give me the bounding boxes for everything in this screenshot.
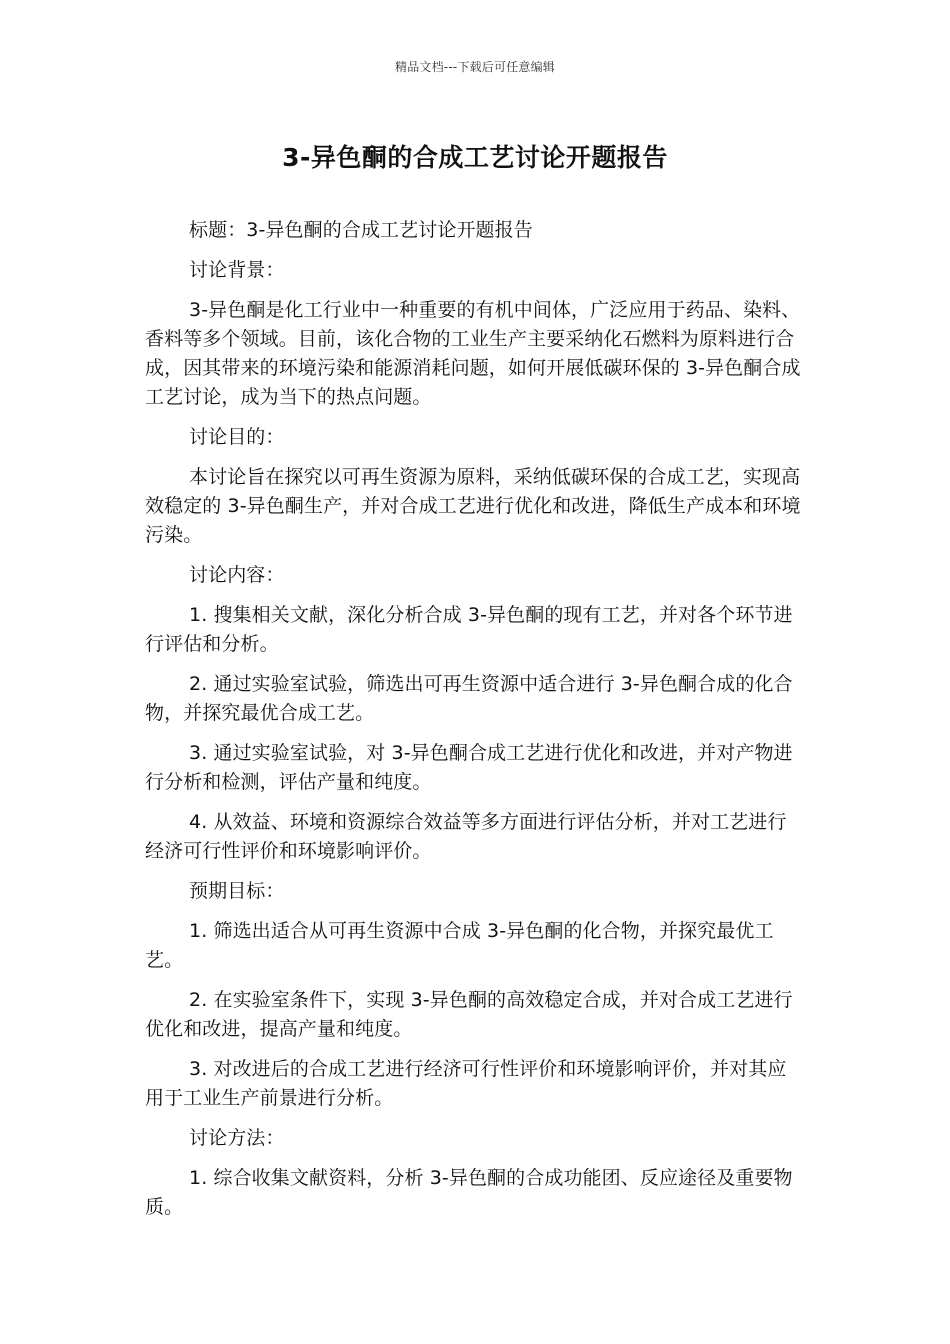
content-item-4: 4. 从效益、环境和资源综合效益等多方面进行评估分析，并对工艺进行经济可行性评价和环境影响评价。	[145, 811, 787, 862]
header-note: 精品文档---下载后可任意编辑	[395, 60, 555, 74]
heading-background: 讨论背景：	[189, 259, 285, 281]
goal-item-2: 2. 在实验室条件下，实现 3-异色酮的高效稳定合成，并对合成工艺进行优化和改进，提高产量和纯度。	[145, 989, 793, 1040]
paragraph-title-line: 标题：3-异色酮的合成工艺讨论开题报告	[189, 219, 533, 241]
heading-goals: 预期目标：	[189, 880, 285, 902]
paragraph-purpose: 本讨论旨在探究以可再生资源为原料，采纳低碳环保的合成工艺，实现高效稳定的 3-异色酮生产，并对合成工艺进行优化和改进，降低生产成本和环境污染。	[145, 466, 801, 546]
paragraph-background: 3-异色酮是化工行业中一种重要的有机中间体，广泛应用于药品、染料、香料等多个领域。目前，该化合物的工业生产主要采纳化石燃料为原料进行合成，因其带来的环境污染和能源消耗问题，如何开展低碳环保的 3-异色酮合成工艺讨论，成为当下的热点问题。	[145, 299, 801, 408]
method-item-1: 1. 综合收集文献资料，分析 3-异色酮的合成功能团、反应途径及重要物质。	[145, 1167, 793, 1218]
heading-methods: 讨论方法：	[189, 1127, 285, 1149]
goal-item-3: 3. 对改进后的合成工艺进行经济可行性评价和环境影响评价，并对其应用于工业生产前景进行分析。	[145, 1058, 787, 1109]
content-item-3: 3. 通过实验室试验，对 3-异色酮合成工艺进行优化和改进，并对产物进行分析和检测，评估产量和纯度。	[145, 742, 793, 793]
document-body	[145, 216, 805, 1233]
document-title: 3-异色酮的合成工艺讨论开题报告	[282, 143, 668, 172]
goal-item-1: 1. 筛选出适合从可再生资源中合成 3-异色酮的化合物，并探究最优工艺。	[145, 920, 774, 971]
content-item-1: 1. 搜集相关文献，深化分析合成 3-异色酮的现有工艺，并对各个环节进行评估和分析。	[145, 604, 793, 655]
heading-content: 讨论内容：	[189, 564, 285, 586]
content-item-2: 2. 通过实验室试验，筛选出可再生资源中适合进行 3-异色酮合成的化合物，并探究最优合成工艺。	[145, 673, 793, 724]
heading-purpose: 讨论目的：	[189, 426, 285, 448]
